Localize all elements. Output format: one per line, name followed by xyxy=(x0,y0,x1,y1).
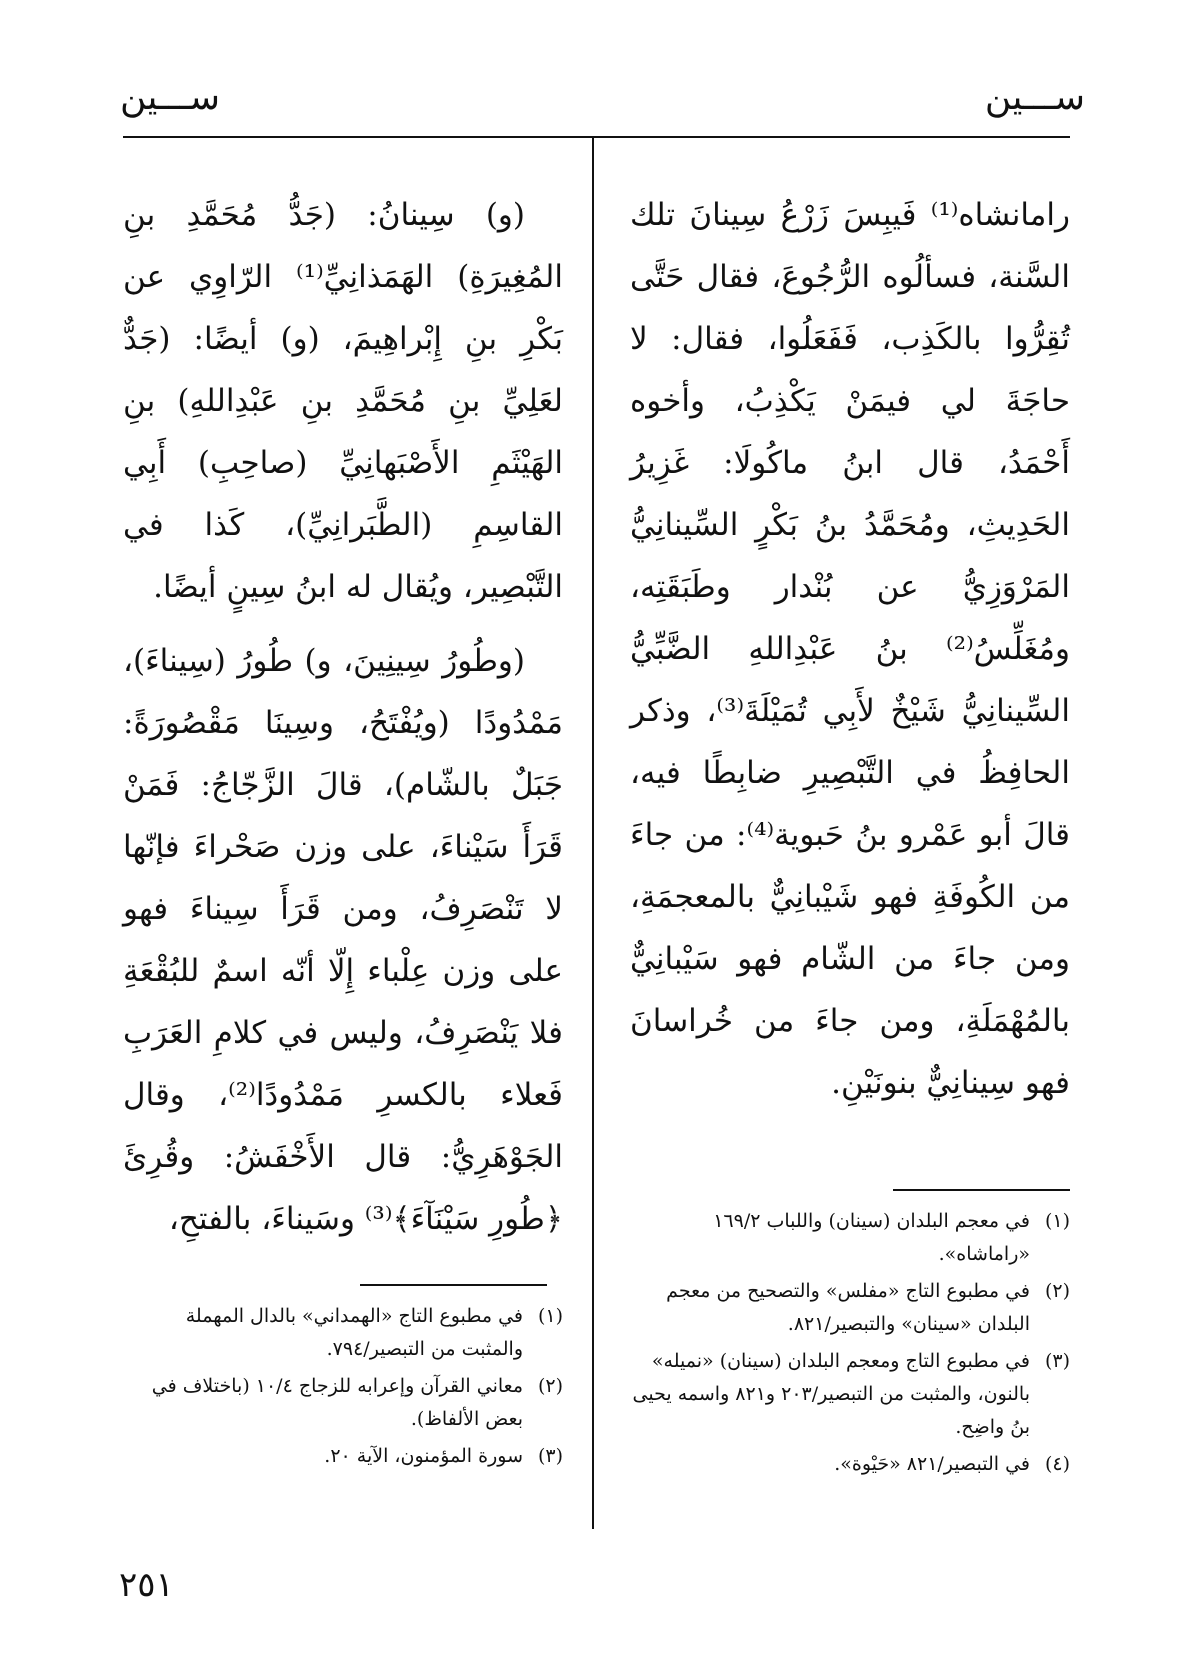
footnote-text: معاني القرآن وإعرابه للزجاج ١٠/٤ (باختلاف في بعض الألفاظ). xyxy=(151,1375,523,1430)
left-column xyxy=(123,184,563,1269)
footnotes-right xyxy=(630,1205,1070,1485)
footnote xyxy=(630,1275,1070,1341)
footnote-number: (١) xyxy=(537,1305,563,1327)
right-column-paragraph: رامانشاه⁽¹⁾ فَيبِسَ زَرْعُ سِينانَ تلك السَّنة، فسألُوه الرُّجُوعَ، فقال حَتَّى تُقِرُّوا بالكَذِب، فَفَعَلُوا، فقال: لا حاجَةَ لي فيمَنْ يَكْذِبُ، وأخوه أَحْمَدُ، قال ابنُ ماكُولَا: غَزِيرُ الحَدِيثِ، ومُحَمَّدُ بنُ بَكْرٍ السِّينانِيُّ المَرْوَزِيُّ عن بُنْدار وطَبَقَتِه، ومُغَلِّسُ⁽²⁾ بنُ عَبْدِاللهِ الضَّبِّيُّ السِّينانِيُّ شَيْخٌ لأَبِي تُمَيْلَةَ⁽³⁾، وذكر الحافِظُ في التَّبْصِيرِ ضابِطًا فيه، قالَ أبو عَمْرو بنُ حَبوية⁽⁴⁾: من جاءَ من الكُوفَةِ فهو شَيْبانِيٌّ بالمعجمَةِ، ومن جاءَ من الشّام فهو سَيْبانِيٌّ بالمُهْمَلَةِ، ومن جاءَ من خُراسانَ فهو سِينانِيٌّ بنونَيْنِ. xyxy=(630,197,1071,1101)
left-column-paragraph: (وطُورُ سِينِينَ، و) طُورُ (سِيناءَ)، مَمْدُودًا (ويُفْتَحُ، وسِينَا مَقْصُورَةً: جَبَلٌ بالشّام)، قالَ الزَّجّاجُ: فَمَنْ قَرَأَ سَيْناءَ، على وزن صَحْراءَ فإنّها لا تَنْصَرِفُ، ومن قَرَأَ سِيناءَ فهو على وزن عِلْباء إِلّا أنّه اسمٌ للبُقْعَةِ فلا يَنْصَرِفُ، وليس في كلامِ العَرَبِ فَعلاء بالكسرِ مَمْدُودًا⁽²⁾، وقال الجَوْهَرِيُّ: قال الأَخْفَشُ: وقُرِئَ ﴿طُورِ سَيْنَآءَ﴾⁽³⁾ وسَيناءَ، بالفتحِ، xyxy=(123,643,563,1237)
footnote-number: (٢) xyxy=(1044,1280,1070,1302)
footnote-text: في مطبوع التاج ومعجم البلدان (سينان) «نميله» بالنون، والمثبت من التبصير/٢٠٣ و٨٢١ واسمه يحيى بنُ واضِح. xyxy=(632,1350,1030,1438)
column-divider xyxy=(592,137,594,1529)
footnote xyxy=(630,1205,1070,1271)
footnote-rule-right xyxy=(893,1189,1070,1191)
footnote xyxy=(123,1440,563,1473)
running-head-right: ســـين xyxy=(984,77,1085,118)
footnote-text: سورة المؤمنون، الآية ٢٠. xyxy=(324,1445,523,1467)
footnote-text: في معجم البلدان (سينان) واللباب ١٦٩/٢ «راماشاه». xyxy=(713,1210,1030,1265)
page-number: ٢٥١ xyxy=(119,1565,174,1605)
header-rule xyxy=(123,136,1070,138)
footnote xyxy=(123,1300,563,1366)
right-column xyxy=(630,184,1070,1184)
footnote-number: (٣) xyxy=(1044,1350,1070,1372)
footnote-number: (٤) xyxy=(1044,1453,1070,1475)
footnote xyxy=(630,1345,1070,1444)
footnote xyxy=(123,1370,563,1436)
footnote-number: (١) xyxy=(1044,1210,1070,1232)
footnote-number: (٢) xyxy=(537,1375,563,1397)
footnote-rule-left xyxy=(360,1284,547,1286)
footnote-text: في التبصير/٨٢١ «حَيْوة». xyxy=(834,1453,1030,1475)
footnote xyxy=(630,1448,1070,1481)
running-head-left: ســـين xyxy=(120,77,221,118)
footnote-text: في مطبوع التاج «الهمداني» بالدال المهملة والمثبت من التبصير/٧٩٤. xyxy=(185,1305,523,1360)
footnote-text: في مطبوع التاج «مفلس» والتصحيح من معجم البلدان «سينان» والتبصير/٨٢١. xyxy=(666,1280,1030,1335)
footnotes-left xyxy=(123,1300,563,1477)
footnote-number: (٣) xyxy=(537,1445,563,1467)
left-column-paragraph: (و) سِينانُ: (جَدُّ مُحَمَّدِ بنِ المُغِيرَةِ) الهَمَذانِيِّ⁽¹⁾ الرّاوِي عن بَكْرِ بنِ إِبْراهِيمَ، (و) أيضًا: (جَدٌّ لعَلِيِّ بنِ مُحَمَّدِ بنِ عَبْدِاللهِ) بنِ الهَيْثَمِ الأَصْبَهانِيِّ (صاحِبِ) أَبِي القاسِمِ (الطَّبَرانِيِّ)، كَذا في التَّبْصِير، ويُقال له ابنُ سِينٍ أيضًا. xyxy=(123,197,563,605)
